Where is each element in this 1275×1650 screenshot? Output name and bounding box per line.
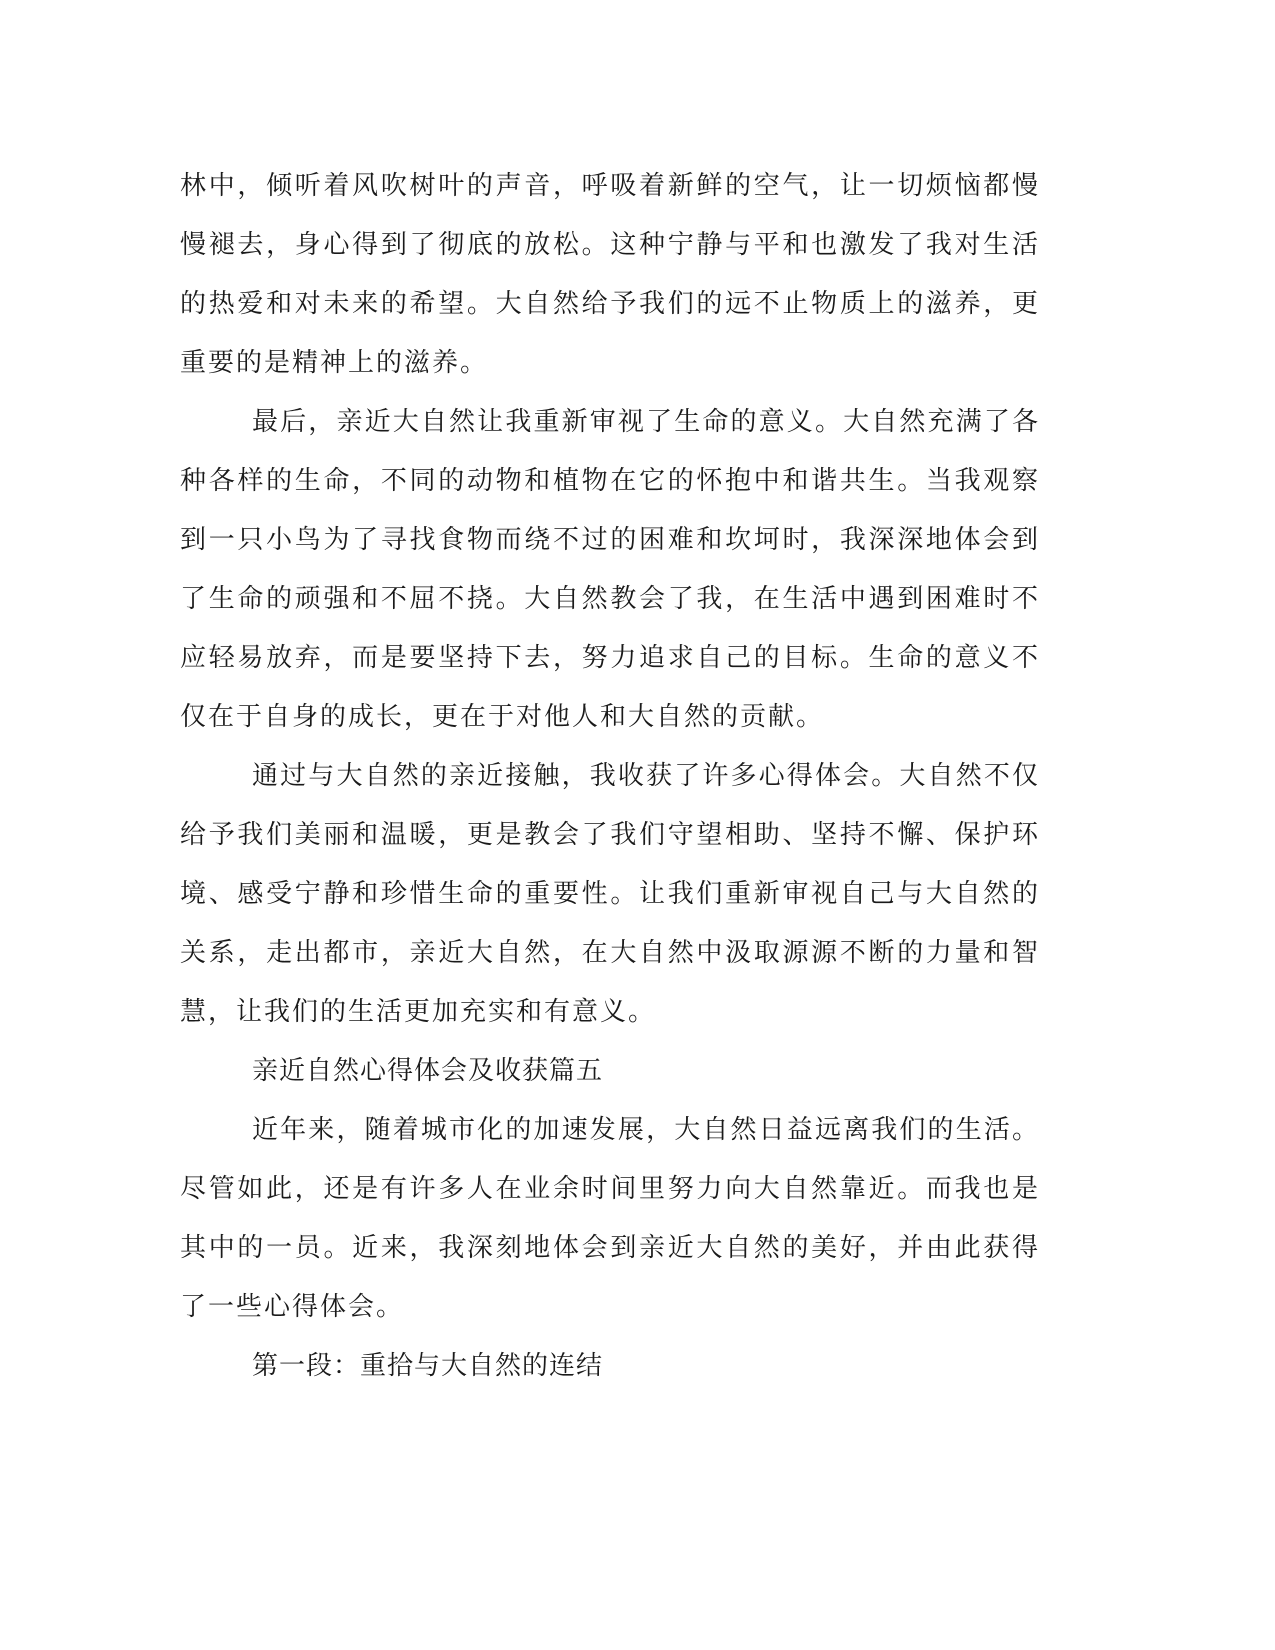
subsection-heading: 第一段：重拾与大自然的连结 (252, 1351, 604, 1381)
document-body (180, 157, 1040, 1396)
paragraph-introduction: 近年来，随着城市化的加速发展，大自然日益远离我们的生活。尽管如此，还是有许多人在业余时间里努力向大自然靠近。而我也是其中的一员。近来，我深刻地体会到亲近大自然的美好，并由此获得了一些心得体会。 (180, 1115, 1040, 1322)
section-heading: 亲近自然心得体会及收获篇五 (252, 1056, 604, 1086)
paragraph-conclusion: 通过与大自然的亲近接触，我收获了许多心得体会。大自然不仅给予我们美丽和温暖，更是教会了我们守望相助、坚持不懈、保护环境、感受宁静和珍惜生命的重要性。让我们重新审视自己与大自然的关系，走出都市，亲近大自然，在大自然中汲取源源不断的力量和智慧，让我们的生活更加充实和有意义。 (180, 761, 1040, 1027)
paragraph-continued: 林中，倾听着风吹树叶的声音，呼吸着新鲜的空气，让一切烦恼都慢慢褪去，身心得到了彻底的放松。这种宁静与平和也激发了我对生活的热爱和对未来的希望。大自然给予我们的远不止物质上的滋养，更重要的是精神上的滋养。 (180, 171, 1040, 378)
paragraph-meaning-of-life: 最后，亲近大自然让我重新审视了生命的意义。大自然充满了各种各样的生命，不同的动物和植物在它的怀抱中和谐共生。当我观察到一只小鸟为了寻找食物而绕不过的困难和坎坷时，我深深地体会到了生命的顽强和不屈不挠。大自然教会了我，在生活中遇到困难时不应轻易放弃，而是要坚持下去，努力追求自己的目标。生命的意义不仅在于自身的成长，更在于对他人和大自然的贡献。 (180, 407, 1040, 732)
